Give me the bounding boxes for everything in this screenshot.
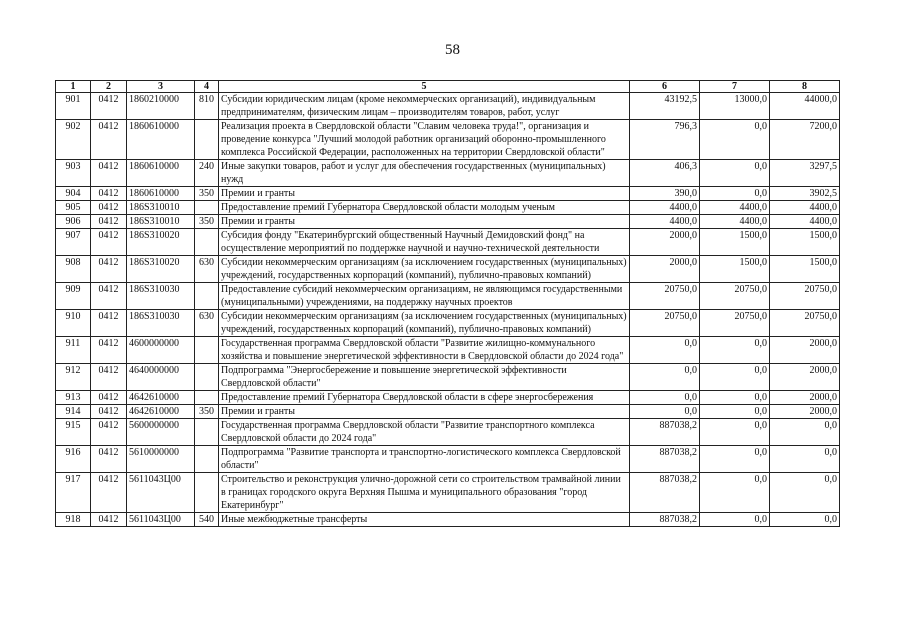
section-code-cell: 0412: [91, 283, 127, 310]
row-number-cell: 915: [56, 419, 91, 446]
amount-col7-cell: 1500,0: [700, 229, 770, 256]
amount-col8-cell: 2000,0: [770, 364, 840, 391]
expense-type-cell: 630: [195, 310, 219, 337]
expense-type-cell: 240: [195, 160, 219, 187]
amount-col8-cell: 1500,0: [770, 229, 840, 256]
amount-col7-cell: 0,0: [700, 446, 770, 473]
table-row: [56, 337, 840, 364]
section-code-cell: 0412: [91, 187, 127, 201]
row-number-cell: 912: [56, 364, 91, 391]
row-number-cell: 903: [56, 160, 91, 187]
description-cell: Государственная программа Свердловской области "Развитие транспортного комплекса Свердловской области до 2024 года": [219, 419, 630, 446]
target-article-cell: 186S310010: [127, 201, 195, 215]
amount-col8-cell: 3297,5: [770, 160, 840, 187]
target-article-cell: 4640000000: [127, 364, 195, 391]
row-number-cell: 908: [56, 256, 91, 283]
description-cell: Субсидии некоммерческим организациям (за исключением государственных (муниципальных) учреждений, государственных корпораций (компаний), публично-правовых компаний): [219, 310, 630, 337]
row-number-cell: 914: [56, 405, 91, 419]
amount-col7-cell: 20750,0: [700, 310, 770, 337]
target-article-cell: 4642610000: [127, 405, 195, 419]
table-row: [56, 419, 840, 446]
table-row: [56, 310, 840, 337]
row-number-cell: 910: [56, 310, 91, 337]
amount-col6-cell: 4400,0: [630, 215, 700, 229]
table-row: [56, 201, 840, 215]
page-number: 58: [445, 42, 460, 58]
table-row: [56, 283, 840, 310]
expense-type-cell: 810: [195, 93, 219, 120]
target-article-cell: 5611043Ц00: [127, 513, 195, 527]
table-row: [56, 473, 840, 513]
description-cell: Предоставление премий Губернатора Свердловской области в сфере энергосбережения: [219, 391, 630, 405]
amount-col6-cell: 887038,2: [630, 419, 700, 446]
column-header: 1: [56, 81, 91, 93]
expense-type-cell: [195, 201, 219, 215]
description-cell: Премии и гранты: [219, 187, 630, 201]
target-article-cell: 1860610000: [127, 160, 195, 187]
row-number-cell: 901: [56, 93, 91, 120]
description-cell: Государственная программа Свердловской области "Развитие жилищно-коммунального хозяйства и повышение энергетической эффективности в Свердловской области до 2024 года": [219, 337, 630, 364]
amount-col6-cell: 2000,0: [630, 229, 700, 256]
amount-col6-cell: 20750,0: [630, 283, 700, 310]
amount-col7-cell: 0,0: [700, 513, 770, 527]
target-article-cell: 1860610000: [127, 120, 195, 160]
description-cell: Премии и гранты: [219, 215, 630, 229]
amount-col7-cell: 0,0: [700, 120, 770, 160]
amount-col6-cell: 0,0: [630, 391, 700, 405]
description-cell: Реализация проекта в Свердловской области "Славим человека труда!", организация и проведение конкурса "Лучший молодой работник организаций оборонно-промышленного комплекса Российской Федерации, расположенных на территории Свердловской области": [219, 120, 630, 160]
section-code-cell: 0412: [91, 201, 127, 215]
expense-type-cell: 630: [195, 256, 219, 283]
row-number-cell: 918: [56, 513, 91, 527]
row-number-cell: 904: [56, 187, 91, 201]
row-number-cell: 917: [56, 473, 91, 513]
target-article-cell: 4600000000: [127, 337, 195, 364]
description-cell: Субсидии юридическим лицам (кроме некоммерческих организаций), индивидуальным предпринимателям, физическим лицам – производителям товаров, работ, услуг: [219, 93, 630, 120]
section-code-cell: 0412: [91, 256, 127, 283]
table-row: [56, 93, 840, 120]
description-cell: Подпрограмма "Развитие транспорта и транспортно-логистического комплекса Свердловской области": [219, 446, 630, 473]
description-cell: Предоставление премий Губернатора Свердловской области молодым ученым: [219, 201, 630, 215]
amount-col6-cell: 406,3: [630, 160, 700, 187]
amount-col6-cell: 0,0: [630, 364, 700, 391]
section-code-cell: 0412: [91, 215, 127, 229]
expense-type-cell: [195, 283, 219, 310]
amount-col6-cell: 887038,2: [630, 446, 700, 473]
amount-col7-cell: 0,0: [700, 160, 770, 187]
section-code-cell: 0412: [91, 337, 127, 364]
amount-col6-cell: 887038,2: [630, 473, 700, 513]
amount-col8-cell: 4400,0: [770, 215, 840, 229]
expense-type-cell: [195, 120, 219, 160]
table-header-row: [56, 81, 840, 93]
amount-col7-cell: 0,0: [700, 405, 770, 419]
amount-col7-cell: 4400,0: [700, 201, 770, 215]
amount-col6-cell: 0,0: [630, 405, 700, 419]
amount-col8-cell: 0,0: [770, 513, 840, 527]
section-code-cell: 0412: [91, 473, 127, 513]
description-cell: Премии и гранты: [219, 405, 630, 419]
target-article-cell: 186S310020: [127, 229, 195, 256]
row-number-cell: 911: [56, 337, 91, 364]
amount-col8-cell: 3902,5: [770, 187, 840, 201]
amount-col7-cell: 0,0: [700, 337, 770, 364]
column-header: 5: [219, 81, 630, 93]
row-number-cell: 907: [56, 229, 91, 256]
section-code-cell: 0412: [91, 513, 127, 527]
target-article-cell: 186S310030: [127, 283, 195, 310]
expense-type-cell: 350: [195, 215, 219, 229]
row-number-cell: 906: [56, 215, 91, 229]
description-cell: Иные закупки товаров, работ и услуг для обеспечения государственных (муниципальных) нужд: [219, 160, 630, 187]
section-code-cell: 0412: [91, 419, 127, 446]
table-row: [56, 187, 840, 201]
expense-type-cell: 350: [195, 187, 219, 201]
amount-col6-cell: 0,0: [630, 337, 700, 364]
target-article-cell: 5610000000: [127, 446, 195, 473]
target-article-cell: 5611043Ц00: [127, 473, 195, 513]
section-code-cell: 0412: [91, 391, 127, 405]
amount-col8-cell: 0,0: [770, 473, 840, 513]
table-row: [56, 120, 840, 160]
target-article-cell: 4642610000: [127, 391, 195, 405]
table-row: [56, 405, 840, 419]
target-article-cell: 1860610000: [127, 187, 195, 201]
amount-col8-cell: 7200,0: [770, 120, 840, 160]
expense-type-cell: 350: [195, 405, 219, 419]
column-header: 2: [91, 81, 127, 93]
description-cell: Строительство и реконструкция улично-дорожной сети со строительством трамвайной линии в границах городского округа Верхняя Пышма и муниципального образования "город Екатеринбург": [219, 473, 630, 513]
amount-col8-cell: 2000,0: [770, 337, 840, 364]
budget-table: [55, 80, 840, 527]
table-row: [56, 215, 840, 229]
description-cell: Субсидии некоммерческим организациям (за исключением государственных (муниципальных) учреждений, государственных корпораций (компаний), публично-правовых компаний): [219, 256, 630, 283]
amount-col8-cell: 20750,0: [770, 283, 840, 310]
amount-col8-cell: 4400,0: [770, 201, 840, 215]
table-row: [56, 229, 840, 256]
table-body: [56, 93, 840, 527]
section-code-cell: 0412: [91, 364, 127, 391]
expense-type-cell: [195, 364, 219, 391]
expense-type-cell: [195, 473, 219, 513]
target-article-cell: 1860210000: [127, 93, 195, 120]
column-header: 4: [195, 81, 219, 93]
amount-col6-cell: 43192,5: [630, 93, 700, 120]
column-header: 8: [770, 81, 840, 93]
amount-col7-cell: 0,0: [700, 187, 770, 201]
amount-col8-cell: 20750,0: [770, 310, 840, 337]
description-cell: Предоставление субсидий некоммерческим организациям, не являющимся государственными (муниципальными) учреждениями, на поддержку научных проектов: [219, 283, 630, 310]
table-row: [56, 391, 840, 405]
target-article-cell: 186S310010: [127, 215, 195, 229]
amount-col6-cell: 4400,0: [630, 201, 700, 215]
amount-col6-cell: 796,3: [630, 120, 700, 160]
section-code-cell: 0412: [91, 310, 127, 337]
amount-col7-cell: 0,0: [700, 419, 770, 446]
expense-type-cell: [195, 446, 219, 473]
section-code-cell: 0412: [91, 93, 127, 120]
amount-col8-cell: 2000,0: [770, 405, 840, 419]
table-row: [56, 160, 840, 187]
expense-type-cell: [195, 419, 219, 446]
amount-col8-cell: 44000,0: [770, 93, 840, 120]
amount-col8-cell: 0,0: [770, 419, 840, 446]
row-number-cell: 905: [56, 201, 91, 215]
column-header: 3: [127, 81, 195, 93]
table-row: [56, 364, 840, 391]
amount-col7-cell: 1500,0: [700, 256, 770, 283]
section-code-cell: 0412: [91, 405, 127, 419]
table-row: [56, 256, 840, 283]
description-cell: Субсидия фонду "Екатеринбургский общественный Научный Демидовский фонд" на осуществление мероприятий по поддержке научной и научно-технической деятельности: [219, 229, 630, 256]
section-code-cell: 0412: [91, 160, 127, 187]
amount-col6-cell: 20750,0: [630, 310, 700, 337]
amount-col7-cell: 13000,0: [700, 93, 770, 120]
target-article-cell: 186S310020: [127, 256, 195, 283]
row-number-cell: 902: [56, 120, 91, 160]
expense-type-cell: 540: [195, 513, 219, 527]
expense-type-cell: [195, 229, 219, 256]
amount-col7-cell: 4400,0: [700, 215, 770, 229]
column-header: 7: [700, 81, 770, 93]
section-code-cell: 0412: [91, 120, 127, 160]
target-article-cell: 186S310030: [127, 310, 195, 337]
description-cell: Подпрограмма "Энергосбережение и повышение энергетической эффективности Свердловской области": [219, 364, 630, 391]
amount-col8-cell: 0,0: [770, 446, 840, 473]
amount-col6-cell: 887038,2: [630, 513, 700, 527]
amount-col6-cell: 390,0: [630, 187, 700, 201]
amount-col7-cell: 20750,0: [700, 283, 770, 310]
section-code-cell: 0412: [91, 446, 127, 473]
row-number-cell: 909: [56, 283, 91, 310]
amount-col6-cell: 2000,0: [630, 256, 700, 283]
table-row: [56, 513, 840, 527]
row-number-cell: 916: [56, 446, 91, 473]
row-number-cell: 913: [56, 391, 91, 405]
amount-col7-cell: 0,0: [700, 364, 770, 391]
section-code-cell: 0412: [91, 229, 127, 256]
amount-col7-cell: 0,0: [700, 391, 770, 405]
amount-col8-cell: 2000,0: [770, 391, 840, 405]
amount-col8-cell: 1500,0: [770, 256, 840, 283]
expense-type-cell: [195, 391, 219, 405]
table-row: [56, 446, 840, 473]
column-header: 6: [630, 81, 700, 93]
expense-type-cell: [195, 337, 219, 364]
amount-col7-cell: 0,0: [700, 473, 770, 513]
description-cell: Иные межбюджетные трансферты: [219, 513, 630, 527]
target-article-cell: 5600000000: [127, 419, 195, 446]
